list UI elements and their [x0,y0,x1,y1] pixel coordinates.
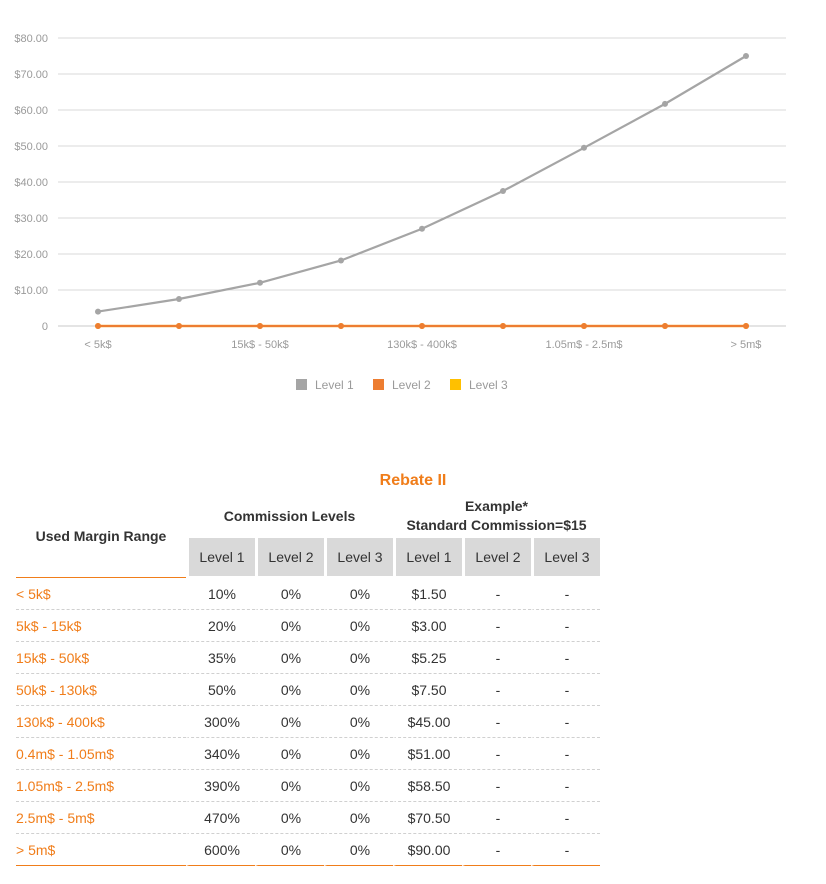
example-level-2-cell: - [462,738,531,770]
y-tick-label: $60.00 [14,105,48,117]
table-row [16,706,600,738]
data-point [257,323,263,329]
commission-level-3-cell: 0% [324,674,393,706]
commission-levels-header: Commission Levels [223,508,356,524]
commission-level-2-cell: 0% [255,770,324,802]
commission-level-2-cell: 0% [255,802,324,834]
commission-level-2-cell: 0% [255,642,324,674]
example-level-2-cell: - [462,834,531,866]
data-point [581,145,587,151]
example-level-1-cell: $1.50 [393,578,462,610]
example-level-2-cell: - [462,578,531,610]
header-commission-level-2: Level 2 [255,538,324,578]
range-cell: 130k$ - 400k$ [16,706,186,738]
legend-swatch [296,379,307,390]
chart-gridlines [58,38,786,326]
example-level-3-cell: - [531,578,600,610]
data-point [338,323,344,329]
example-level-1-cell: $5.25 [393,642,462,674]
commission-level-1-cell: 50% [186,674,255,706]
x-tick-label: 130k$ - 400k$ [387,339,457,351]
example-header [393,494,600,538]
example-level-2-cell: - [462,770,531,802]
data-point [176,296,182,302]
commission-level-3-cell: 0% [324,834,393,866]
x-tick-label: < 5k$ [84,339,112,351]
commission-level-2-cell: 0% [255,706,324,738]
commission-level-3-cell: 0% [324,706,393,738]
example-level-2-cell: - [462,642,531,674]
y-tick-label: 0 [41,321,48,333]
series-line [98,56,746,312]
example-level-3-cell: - [531,674,600,706]
range-cell: 15k$ - 50k$ [16,642,186,674]
header-example-level-2: Level 2 [462,538,531,578]
legend-swatch [450,379,461,390]
table-row [16,802,600,834]
commission-level-2-cell: 0% [255,674,324,706]
range-cell: > 5m$ [16,834,186,866]
commission-level-1-cell: 600% [186,834,255,866]
example-level-1-cell: $58.50 [393,770,462,802]
example-level-3-cell: - [531,610,600,642]
data-point [662,323,668,329]
data-point [743,323,749,329]
legend-label: Level 3 [469,378,508,392]
line-chart [0,0,826,410]
data-point [581,323,587,329]
example-header-line2: Standard Commission=$15 [406,517,587,533]
y-tick-label: $20.00 [14,249,48,261]
range-cell: 50k$ - 130k$ [16,674,186,706]
legend-label: Level 1 [315,378,354,392]
table-row [16,738,600,770]
commission-level-1-cell: 20% [186,610,255,642]
example-level-1-cell: $3.00 [393,610,462,642]
data-point [662,101,668,107]
legend-label: Level 2 [392,378,431,392]
y-tick-label: $50.00 [14,141,48,153]
example-level-1-cell: $90.00 [393,834,462,866]
range-cell: 0.4m$ - 1.05m$ [16,738,186,770]
commission-level-2-cell: 0% [255,578,324,610]
example-level-3-cell: - [531,642,600,674]
example-level-2-cell: - [462,802,531,834]
example-level-1-cell: $45.00 [393,706,462,738]
y-tick-label: $40.00 [14,177,48,189]
header-example-level-3: Level 3 [531,538,600,578]
y-axis-ticks [14,33,48,333]
commission-level-2-cell: 0% [255,738,324,770]
commission-level-3-cell: 0% [324,738,393,770]
table-row [16,834,600,866]
commission-level-3-cell: 0% [324,770,393,802]
example-header-line1: Example* [464,498,529,514]
rebate-table [16,494,600,866]
commission-level-2-cell: 0% [255,834,324,866]
x-tick-label: 1.05m$ - 2.5m$ [545,339,623,351]
example-level-3-cell: - [531,706,600,738]
commission-level-1-cell: 10% [186,578,255,610]
example-level-2-cell: - [462,674,531,706]
commission-level-3-cell: 0% [324,802,393,834]
data-point [419,323,425,329]
table-row [16,642,600,674]
commission-level-2-cell: 0% [255,610,324,642]
y-tick-label: $30.00 [14,213,48,225]
y-tick-label: $10.00 [14,285,48,297]
commission-level-3-cell: 0% [324,642,393,674]
example-level-2-cell: - [462,706,531,738]
commission-level-1-cell: 35% [186,642,255,674]
header-example-level-1: Level 1 [393,538,462,578]
table-row [16,674,600,706]
data-point [257,280,263,286]
example-level-1-cell: $70.50 [393,802,462,834]
data-point [95,309,101,315]
example-level-1-cell: $7.50 [393,674,462,706]
commission-level-1-cell: 470% [186,802,255,834]
x-tick-label: > 5m$ [730,339,762,351]
header-commission-level-3: Level 3 [324,538,393,578]
table-row [16,578,600,610]
data-point [500,188,506,194]
example-level-1-cell: $51.00 [393,738,462,770]
table-row [16,610,600,642]
x-axis-ticks [84,339,761,351]
example-level-3-cell: - [531,802,600,834]
data-point [338,257,344,263]
range-cell: 1.05m$ - 2.5m$ [16,770,186,802]
example-level-3-cell: - [531,834,600,866]
commission-level-3-cell: 0% [324,610,393,642]
table-row [16,770,600,802]
range-cell: 2.5m$ - 5m$ [16,802,186,834]
example-level-2-cell: - [462,610,531,642]
data-point [95,323,101,329]
range-column-header: Used Margin Range [16,494,186,578]
data-point [500,323,506,329]
legend-swatch [373,379,384,390]
commission-level-1-cell: 390% [186,770,255,802]
y-tick-label: $80.00 [14,33,48,45]
data-point [419,226,425,232]
header-commission-level-1: Level 1 [186,538,255,578]
data-point [743,53,749,59]
commission-level-1-cell: 300% [186,706,255,738]
commission-level-1-cell: 340% [186,738,255,770]
y-tick-label: $70.00 [14,69,48,81]
chart-series [95,53,749,329]
example-level-3-cell: - [531,770,600,802]
data-point [176,323,182,329]
range-cell: 5k$ - 15k$ [16,610,186,642]
example-level-3-cell: - [531,738,600,770]
range-cell: < 5k$ [16,578,186,610]
table-group-header-row [16,494,600,538]
chart-legend [296,378,508,392]
x-tick-label: 15k$ - 50k$ [231,339,289,351]
commission-level-3-cell: 0% [324,578,393,610]
table-title: Rebate II [379,472,447,489]
